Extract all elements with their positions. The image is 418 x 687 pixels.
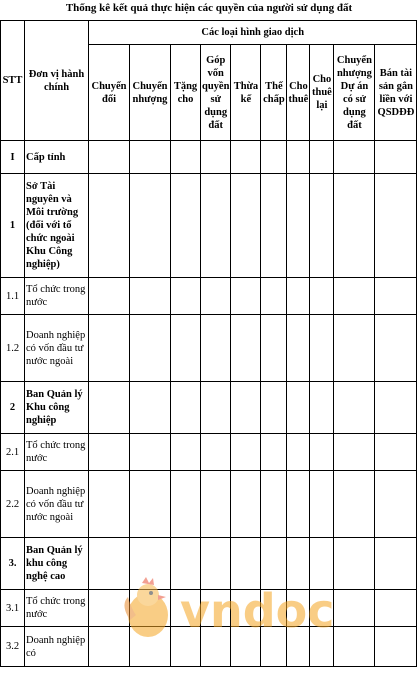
row-unit: Sở Tài nguyên và Môi trường (đối với tổ chức ngoài Khu Công nghiệp) xyxy=(25,174,89,278)
row-value-cell xyxy=(171,278,201,315)
row-value-cell xyxy=(375,174,417,278)
row-value-cell xyxy=(130,141,171,174)
row-stt: 2 xyxy=(1,382,25,434)
row-value-cell xyxy=(287,141,310,174)
row-value-cell xyxy=(310,382,334,434)
row-value-cell xyxy=(310,590,334,627)
row-value-cell xyxy=(334,538,375,590)
row-stt: 1.1 xyxy=(1,278,25,315)
row-value-cell xyxy=(231,382,261,434)
row-stt: 2.2 xyxy=(1,471,25,538)
row-value-cell xyxy=(130,278,171,315)
row-value-cell xyxy=(201,627,231,667)
row-value-cell xyxy=(201,590,231,627)
row-stt: 3. xyxy=(1,538,25,590)
row-unit: Ban Quản lý Khu công nghiệp xyxy=(25,382,89,434)
row-value-cell xyxy=(171,315,201,382)
row-value-cell xyxy=(231,315,261,382)
row-value-cell xyxy=(334,174,375,278)
table-row xyxy=(1,471,417,538)
row-value-cell xyxy=(201,382,231,434)
row-value-cell xyxy=(201,538,231,590)
row-stt: I xyxy=(1,141,25,174)
row-value-cell xyxy=(201,434,231,471)
row-value-cell xyxy=(130,382,171,434)
row-value-cell xyxy=(334,278,375,315)
row-value-cell xyxy=(231,174,261,278)
table-row xyxy=(1,434,417,471)
row-unit: Doanh nghiệp có vốn đầu tư nước ngoài xyxy=(25,471,89,538)
row-value-cell xyxy=(171,174,201,278)
row-value-cell xyxy=(130,538,171,590)
row-unit: Ban Quản lý khu công nghệ cao xyxy=(25,538,89,590)
row-value-cell xyxy=(171,141,201,174)
row-value-cell xyxy=(310,434,334,471)
row-value-cell xyxy=(375,627,417,667)
row-value-cell xyxy=(231,471,261,538)
row-value-cell xyxy=(261,471,287,538)
row-unit: Tổ chức trong nước xyxy=(25,590,89,627)
header-col-5: Thừa kế xyxy=(231,45,261,141)
row-value-cell xyxy=(287,382,310,434)
row-value-cell xyxy=(310,174,334,278)
table-row xyxy=(1,627,417,667)
header-col-8: Cho thuê lại xyxy=(310,45,334,141)
row-value-cell xyxy=(375,141,417,174)
row-value-cell xyxy=(89,174,130,278)
row-value-cell xyxy=(201,315,231,382)
table-row xyxy=(1,590,417,627)
row-value-cell xyxy=(130,627,171,667)
table-row xyxy=(1,141,417,174)
row-value-cell xyxy=(171,627,201,667)
row-value-cell xyxy=(231,627,261,667)
table-body xyxy=(1,141,417,667)
row-value-cell xyxy=(261,315,287,382)
header-col-6: Thế chấp xyxy=(261,45,287,141)
table-row xyxy=(1,278,417,315)
row-value-cell xyxy=(231,538,261,590)
row-value-cell xyxy=(310,538,334,590)
row-value-cell xyxy=(334,382,375,434)
row-value-cell xyxy=(287,278,310,315)
row-value-cell xyxy=(261,434,287,471)
row-value-cell xyxy=(375,538,417,590)
row-value-cell xyxy=(375,590,417,627)
row-value-cell xyxy=(201,141,231,174)
header-col-2: Chuyển nhượng xyxy=(130,45,171,141)
row-value-cell xyxy=(89,538,130,590)
watermark-text: vndoc xyxy=(180,584,335,638)
table-row xyxy=(1,174,417,278)
row-value-cell xyxy=(171,471,201,538)
row-value-cell xyxy=(231,141,261,174)
row-value-cell xyxy=(89,590,130,627)
row-value-cell xyxy=(130,434,171,471)
row-value-cell xyxy=(201,174,231,278)
rights-statistics-table xyxy=(0,20,417,667)
header-stt: STT xyxy=(1,21,25,141)
document-title: Thống kê kết quả thực hiện các quyền của người sử dụng đất xyxy=(65,2,353,14)
row-value-cell xyxy=(231,434,261,471)
row-value-cell xyxy=(287,174,310,278)
row-unit: Tổ chức trong nước xyxy=(25,434,89,471)
row-value-cell xyxy=(231,278,261,315)
row-value-cell xyxy=(231,590,261,627)
table-row xyxy=(1,315,417,382)
row-value-cell xyxy=(171,382,201,434)
row-value-cell xyxy=(171,590,201,627)
header-col-4: Góp vốn quyền sử dụng đất xyxy=(201,45,231,141)
table-row xyxy=(1,382,417,434)
row-value-cell xyxy=(287,627,310,667)
row-value-cell xyxy=(287,434,310,471)
row-unit: Doanh nghiệp có vốn đầu tư nước ngoài xyxy=(25,315,89,382)
row-value-cell xyxy=(261,278,287,315)
row-value-cell xyxy=(130,315,171,382)
row-value-cell xyxy=(171,434,201,471)
row-unit: Tổ chức trong nước xyxy=(25,278,89,315)
row-value-cell xyxy=(261,382,287,434)
row-value-cell xyxy=(310,315,334,382)
row-value-cell xyxy=(375,382,417,434)
row-value-cell xyxy=(334,627,375,667)
header-col-9: Chuyển nhượng Dự án có sử dụng đất xyxy=(334,45,375,141)
row-value-cell xyxy=(261,141,287,174)
header-col-10: Bán tài sản gắn liền với QSDĐĐ xyxy=(375,45,417,141)
row-value-cell xyxy=(310,141,334,174)
row-value-cell xyxy=(201,278,231,315)
row-stt: 2.1 xyxy=(1,434,25,471)
row-unit: Cấp tỉnh xyxy=(25,141,89,174)
row-value-cell xyxy=(287,590,310,627)
row-value-cell xyxy=(261,627,287,667)
header-unit: Đơn vị hành chính xyxy=(25,21,89,141)
table-row xyxy=(1,538,417,590)
row-value-cell xyxy=(130,174,171,278)
row-value-cell xyxy=(334,590,375,627)
row-stt: 1 xyxy=(1,174,25,278)
row-value-cell xyxy=(171,538,201,590)
row-value-cell xyxy=(334,315,375,382)
row-value-cell xyxy=(310,278,334,315)
row-value-cell xyxy=(89,382,130,434)
row-value-cell xyxy=(261,174,287,278)
row-stt: 1.2 xyxy=(1,315,25,382)
row-value-cell xyxy=(334,471,375,538)
row-value-cell xyxy=(334,141,375,174)
row-stt: 3.1 xyxy=(1,590,25,627)
header-col-7: Cho thuê xyxy=(287,45,310,141)
row-value-cell xyxy=(310,627,334,667)
row-value-cell xyxy=(287,471,310,538)
row-value-cell xyxy=(89,434,130,471)
row-value-cell xyxy=(130,471,171,538)
row-unit: Doanh nghiệp có xyxy=(25,627,89,667)
header-transaction-types: Các loại hình giao dịch xyxy=(89,21,417,45)
row-value-cell xyxy=(375,434,417,471)
row-value-cell xyxy=(375,471,417,538)
row-value-cell xyxy=(375,278,417,315)
row-value-cell xyxy=(375,315,417,382)
row-value-cell xyxy=(287,315,310,382)
row-value-cell xyxy=(310,471,334,538)
row-value-cell xyxy=(130,590,171,627)
row-value-cell xyxy=(89,278,130,315)
row-value-cell xyxy=(261,590,287,627)
row-value-cell xyxy=(89,627,130,667)
row-value-cell xyxy=(287,538,310,590)
header-col-3: Tặng cho xyxy=(171,45,201,141)
row-value-cell xyxy=(89,141,130,174)
row-value-cell xyxy=(261,538,287,590)
row-value-cell xyxy=(334,434,375,471)
row-stt: 3.2 xyxy=(1,627,25,667)
row-value-cell xyxy=(89,471,130,538)
row-value-cell xyxy=(201,471,231,538)
row-value-cell xyxy=(89,315,130,382)
header-col-1: Chuyển đổi xyxy=(89,45,130,141)
